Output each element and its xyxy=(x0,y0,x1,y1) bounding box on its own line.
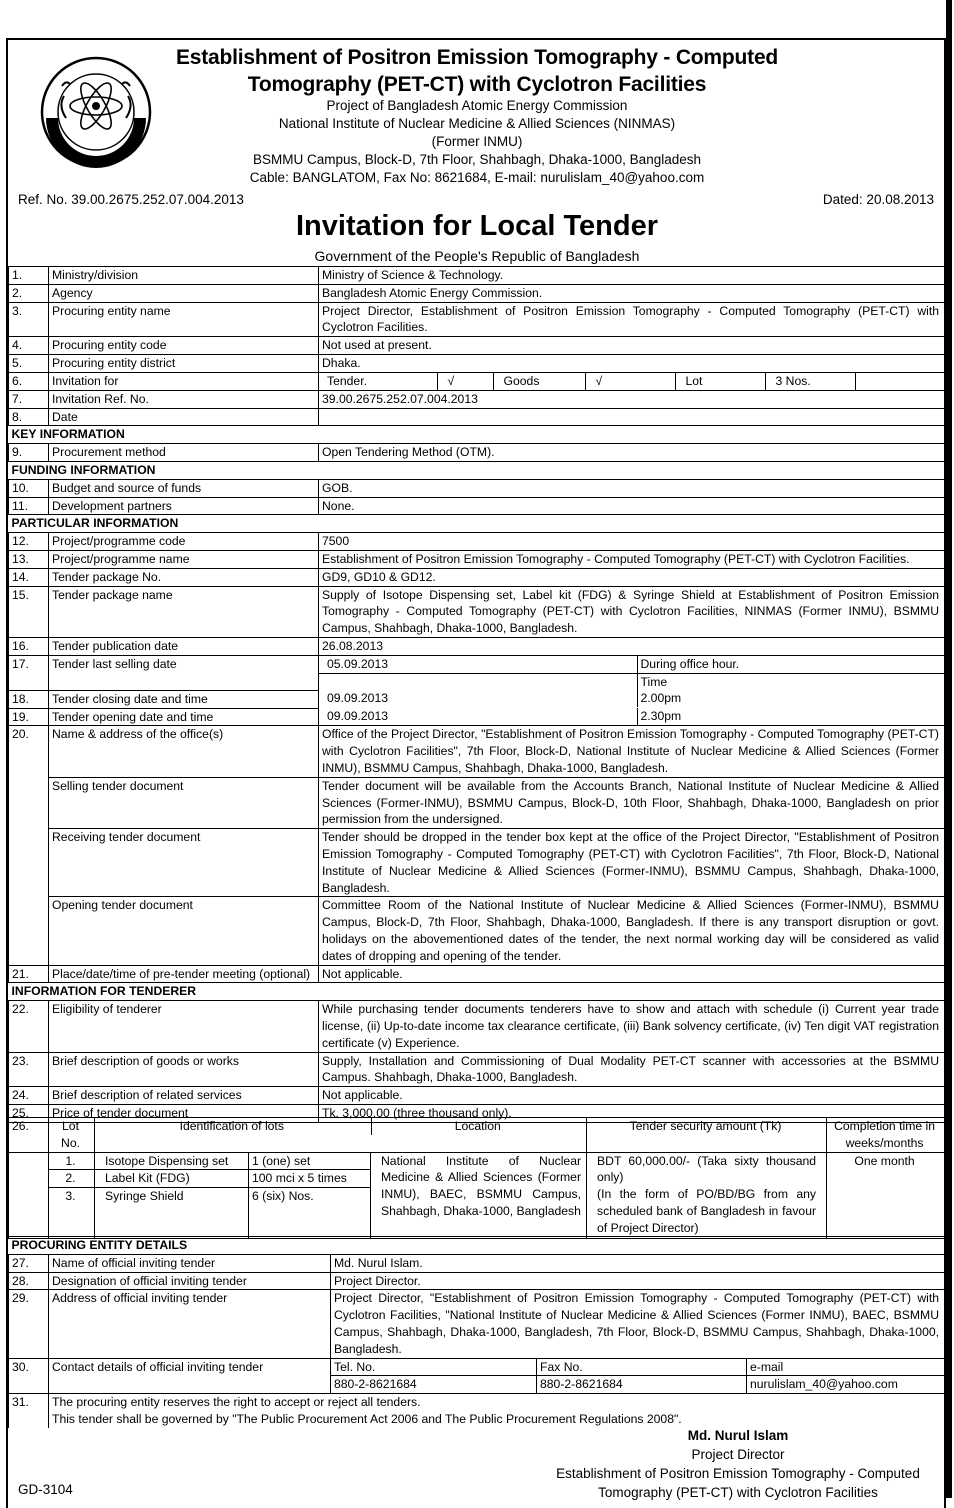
row-label: Tender package No. xyxy=(49,568,319,586)
last-selling-date: 05.09.2013 xyxy=(319,656,637,673)
lots-header-middle xyxy=(95,1118,587,1153)
title-line-2: Tomography (PET-CT) with Cyclotron Facilities xyxy=(247,73,707,96)
row-value: 7500 xyxy=(319,533,945,551)
address-line: BSMMU Campus, Block-D, 7th Floor, Shahbagh, Dhaka-1000, Bangladesh xyxy=(253,152,701,167)
row-label: Tender opening date and time xyxy=(49,708,319,726)
row-value: Project Director, "Establishment of Positron Emission Tomography - Computed Tomography (PET-CT) with Cyclotron Facilities, "National Institute of Nuclear Medicine & Allied Sciences (Former INMU), BAEC, BSMMU Campus, Shahbagh, Dhaka-1000, Bangladesh, 7th Floor, Block-D, BSMMU Campus, Shahbagh, Dhaka-1000, Bangladesh. xyxy=(331,1290,945,1358)
table-row xyxy=(9,1394,945,1428)
row-label: Tender closing date and time xyxy=(49,690,319,708)
lot-name: Syringe Shield xyxy=(95,1188,249,1239)
table-row xyxy=(9,690,945,708)
lot-quantity: 6 (six) Nos. xyxy=(249,1188,371,1239)
row-number: 6. xyxy=(9,372,49,390)
date-time-row xyxy=(319,656,945,673)
row-number: 15. xyxy=(9,586,49,637)
table-row xyxy=(9,726,945,777)
footer-code: GD-3104 xyxy=(18,1482,73,1497)
row-number: 16. xyxy=(9,637,49,655)
table-row xyxy=(9,637,945,655)
row-number: 14. xyxy=(9,568,49,586)
row-label: Receiving tender document xyxy=(49,829,319,897)
row-number: 12. xyxy=(9,533,49,551)
table-row xyxy=(9,550,945,568)
row-value: Tender document will be available from the Accounts Branch, National Institute of Nuclear Medicine & Allied Sciences (Former-INMU), BSMMU Campus, Block-D, 10th Floor, Shahbagh, Dhaka-1000, Bangladesh on prior permission from the undersigned. xyxy=(319,777,945,828)
date-time-grid xyxy=(319,656,945,691)
row-number: 17. xyxy=(9,655,49,690)
table-row xyxy=(9,337,945,355)
row-label: Tender last selling date xyxy=(49,655,319,690)
table-row xyxy=(9,586,945,637)
row-value: 39.00.2675.252.07.004.2013 xyxy=(319,390,945,408)
date-time-grid xyxy=(319,690,945,707)
table-row xyxy=(9,829,945,897)
signature-block xyxy=(540,1426,936,1502)
table-row xyxy=(9,444,945,462)
date-time-cell xyxy=(319,655,945,690)
row-label: Ministry/division xyxy=(49,267,319,285)
row-number: 29. xyxy=(9,1290,49,1358)
lot-location: National Institute of Nuclear Medicine & Allied Sciences (Former INMU), BAEC, BSMMU Campus, Shahbagh, Dhaka-1000, Bangladesh xyxy=(371,1152,587,1239)
row-value: Office of the Project Director, "Establishment of Positron Emission Tomography - Computed Tomography (PET-CT) with Cyclotron Facilities", 7th Floor, Block-D, National Institute of Nuclear Medicine & Allied Sciences (Former INMU), BSMMU Campus, Shahbagh, Dhaka-1000, Bangladesh. xyxy=(319,726,945,777)
section-header xyxy=(9,461,945,479)
date-time-row xyxy=(319,690,945,707)
row-number: 26. xyxy=(9,1118,49,1153)
row-label: Selling tender document xyxy=(49,777,319,828)
security-amount xyxy=(587,1152,827,1239)
table-row xyxy=(9,1358,945,1376)
table-row xyxy=(9,897,945,965)
row-number: 25. xyxy=(9,1104,49,1122)
row-value: 26.08.2013 xyxy=(319,637,945,655)
section-header xyxy=(9,426,945,444)
row-label: Tender package name xyxy=(49,586,319,637)
table-row xyxy=(9,302,945,337)
location-heading: Location xyxy=(454,1119,501,1133)
table-row xyxy=(9,708,945,726)
institute-line: National Institute of Nuclear Medicine & Allied Sciences (NINMAS) xyxy=(278,116,676,131)
row-label: Procuring entity name xyxy=(49,302,319,337)
row-label: Budget and source of funds xyxy=(49,479,319,497)
table-row xyxy=(9,372,945,390)
row-value: Committee Room of the National Institute of Nuclear Medicine & Allied Sciences (Former-INMU), BSMMU Campus, Block-D, 7th Floor, Shahbagh, Dhaka-1000, Bangladesh. If there is any transport disruption or govt. holidays on the abovementioned dates of the tender, the next normal working day will be considered as valid dates of dropping and opening of the tender. xyxy=(319,897,945,965)
row-number: 13. xyxy=(9,550,49,568)
table-row xyxy=(9,479,945,497)
tenderer-information-heading: INFORMATION FOR TENDERER xyxy=(9,983,945,1001)
lot-quantity: 3 Nos. xyxy=(765,373,855,390)
fax-number: 880-2-8621684 xyxy=(537,1376,747,1394)
reference-number: Ref. No. 39.00.2675.252.07.004.2013 xyxy=(18,192,244,207)
lot-number: 3. xyxy=(49,1188,95,1239)
section-header xyxy=(9,1237,945,1255)
government-line: Government of the People's Republic of Bangladesh xyxy=(314,248,640,264)
procuring-entity-heading: PROCURING ENTITY DETAILS xyxy=(9,1237,945,1255)
security-amount-text: BDT 60,000.00/- (Taka sixty thousand only) xyxy=(597,1153,817,1185)
date-time-cell xyxy=(319,690,945,708)
invitation-for-grid xyxy=(319,373,945,390)
row-label: Date xyxy=(49,408,319,426)
table-row xyxy=(9,777,945,828)
section-header xyxy=(9,515,945,533)
particular-information-heading: PARTICULAR INFORMATION xyxy=(9,515,945,533)
row-value: GOB. xyxy=(319,479,945,497)
row-label: Name of official inviting tender xyxy=(49,1254,331,1272)
row-label: Place/date/time of pre-tender meeting (optional) xyxy=(49,965,319,983)
row-label: Agency xyxy=(49,284,319,302)
row-value: Supply, Installation and Commissioning of Dual Modality PET-CT scanner with accessories at the BSMMU Campus. Shahbagh, Dhaka-1000, Bangladesh. xyxy=(319,1052,945,1087)
row-value: None. xyxy=(319,497,945,515)
completion-heading: Completion time in weeks/months xyxy=(827,1118,945,1153)
row-number: 2. xyxy=(9,284,49,302)
table-row xyxy=(9,965,945,983)
row-number: 23. xyxy=(9,1052,49,1087)
row-label: Invitation for xyxy=(49,372,319,390)
row-label: Price of tender document xyxy=(49,1104,319,1122)
row-number: 21. xyxy=(9,965,49,983)
security-heading: Tender security amount (Tk) xyxy=(587,1118,827,1153)
key-information-heading: KEY INFORMATION xyxy=(9,426,945,444)
row-label: Opening tender document xyxy=(49,897,319,965)
empty-cell xyxy=(9,1152,49,1239)
lot-name: Isotope Dispensing set xyxy=(95,1152,249,1170)
closing-time: 2.00pm xyxy=(640,691,682,706)
row-value: Not applicable. xyxy=(319,965,945,983)
row-number: 10. xyxy=(9,479,49,497)
tender-check-icon: √ xyxy=(437,373,493,390)
funding-information-heading: FUNDING INFORMATION xyxy=(9,461,945,479)
lots-header-grid xyxy=(95,1118,586,1135)
row-label: Eligibility of tenderer xyxy=(49,1001,319,1052)
lots-table xyxy=(8,1117,945,1239)
lot-number: 1. xyxy=(49,1152,95,1170)
lot-row xyxy=(9,1152,945,1170)
row-value: Supply of Isotope Dispensing set, Label kit (FDG) & Syringe Shield at Establishment of Positron Emission Tomography - Computed Tomography (PET-CT) with Cyclotron Facilities, NINMAS (Former INMU), BSMMU Campus, Shahbagh, Dhaka-1000, Bangladesh. xyxy=(319,586,945,637)
opening-date: 09.09.2013 xyxy=(319,708,637,725)
row-number: 3. xyxy=(9,302,49,337)
date-time-grid xyxy=(319,708,945,725)
table-row xyxy=(9,1052,945,1087)
contact-line: Cable: BANGLATOM, Fax No: 8621684, E-mail: nurulislam_40@yahoo.com xyxy=(249,170,705,185)
row-value: While purchasing tender documents tenderers have to show and attach with schedule (i) Current year trade license, (ii) Up-to-date income tax clearance certificate, (iii) Bank solvency certificate, (iv) Ten digit VAT registration certificate (v) Experience. xyxy=(319,1001,945,1052)
document-title xyxy=(0,44,954,98)
identification-heading: Identification of lots xyxy=(95,1118,371,1135)
title-line-1: Establishment of Positron Emission Tomography - Computed xyxy=(175,46,779,69)
opening-time: 2.30pm xyxy=(640,709,682,724)
row-number: 28. xyxy=(9,1272,49,1290)
row-label: Brief description of goods or works xyxy=(49,1052,319,1087)
row-value: Dhaka. xyxy=(319,354,945,372)
table-row xyxy=(9,1290,945,1358)
lot-number: 2. xyxy=(49,1170,95,1188)
date-time-row xyxy=(319,708,945,725)
table-row xyxy=(9,284,945,302)
date-time-row xyxy=(319,673,945,690)
empty-cell xyxy=(319,673,637,690)
tel-label: Tel. No. xyxy=(331,1358,537,1376)
table-row xyxy=(9,354,945,372)
row-label: Project/programme name xyxy=(49,550,319,568)
row-label: Project/programme code xyxy=(49,533,319,551)
row-number: 18. xyxy=(9,690,49,708)
signatory-project-line-1: Establishment of Positron Emission Tomography - Computed xyxy=(556,1466,920,1481)
date-time-cell xyxy=(319,708,945,726)
goods-option: Goods xyxy=(493,373,585,390)
row-label: Brief description of related services xyxy=(49,1087,319,1105)
signatory-title: Project Director xyxy=(691,1447,785,1462)
row-value: Project Director. xyxy=(331,1272,945,1290)
email-label: e-mail xyxy=(747,1358,945,1376)
empty-cell xyxy=(855,373,945,390)
lot-quantity: 100 mci x 5 times xyxy=(249,1170,371,1188)
section-header xyxy=(9,983,945,1001)
row-number: 9. xyxy=(9,444,49,462)
row-number: 1. xyxy=(9,267,49,285)
row-label: Tender publication date xyxy=(49,637,319,655)
project-line: Project of Bangladesh Atomic Energy Commission xyxy=(326,98,628,113)
row-value xyxy=(49,1394,945,1428)
row-number: 19. xyxy=(9,708,49,726)
invitation-title: Invitation for Local Tender xyxy=(296,210,658,242)
email-address: nurulislam_40@yahoo.com xyxy=(747,1376,945,1394)
row-label: Contact details of official inviting tender xyxy=(49,1358,331,1394)
row-number: 20. xyxy=(9,726,49,965)
lots-header-row xyxy=(9,1118,945,1153)
row-number: 11. xyxy=(9,497,49,515)
row-label: Invitation Ref. No. xyxy=(49,390,319,408)
lot-quantity: 1 (one) set xyxy=(249,1152,371,1170)
table-row xyxy=(9,408,945,426)
time-heading: Time xyxy=(637,673,945,690)
table-row xyxy=(9,390,945,408)
invitation-for-row xyxy=(319,373,945,390)
row-label: Designation of official inviting tender xyxy=(49,1272,331,1290)
former-line: (Former INMU) xyxy=(431,134,523,149)
row-number: 22. xyxy=(9,1001,49,1052)
table-row xyxy=(9,1087,945,1105)
row-label: Procurement method xyxy=(49,444,319,462)
row-number: 30. xyxy=(9,1358,49,1394)
row-value: Ministry of Science & Technology. xyxy=(319,267,945,285)
fax-label: Fax No. xyxy=(537,1358,747,1376)
procuring-entity-table xyxy=(8,1236,945,1428)
closing-date: 09.09.2013 xyxy=(319,690,637,707)
reserve-right-text: The procuring entity reserves the right to accept or reject all tenders. xyxy=(52,1395,421,1410)
tender-option: Tender. xyxy=(319,373,437,390)
selling-time: During office hour. xyxy=(637,656,945,673)
table-row xyxy=(9,655,945,690)
row-number: 24. xyxy=(9,1087,49,1105)
row-value: Bangladesh Atomic Energy Commission. xyxy=(319,284,945,302)
row-number: 7. xyxy=(9,390,49,408)
lots-header-inner-row xyxy=(95,1118,586,1135)
row-label: Procuring entity district xyxy=(49,354,319,372)
row-value xyxy=(319,408,945,426)
row-label: Address of official inviting tender xyxy=(49,1290,331,1358)
row-number: 31. xyxy=(9,1394,49,1428)
row-value: Tender should be dropped in the tender box kept at the office of the Project Director, "Establishment of Positron Emission Tomography - Computed Tomography (PET-CT) with Cyclotron Facilities", 7th Floor, Block-D, National Institute of Nuclear Medicine & Allied Sciences (Former-INMU), BSMMU Campus, Shahbagh, Dhaka-1000, Bangladesh. xyxy=(319,829,945,897)
row-label: Development partners xyxy=(49,497,319,515)
row-number: 4. xyxy=(9,337,49,355)
lot-name: Label Kit (FDG) xyxy=(95,1170,249,1188)
row-value: Tk. 3,000.00 (three thousand only). xyxy=(319,1104,945,1122)
row-value: Open Tendering Method (OTM). xyxy=(319,444,945,462)
tender-info-table xyxy=(8,266,945,1123)
table-row xyxy=(9,1001,945,1052)
signatory-project-line-2: Tomography (PET-CT) with Cyclotron Facilities xyxy=(598,1485,878,1500)
row-value: Not applicable. xyxy=(319,1087,945,1105)
signatory-name: Md. Nurul Islam xyxy=(687,1428,789,1443)
tel-number: 880-2-8621684 xyxy=(331,1376,537,1394)
lot-no-heading: Lot No. xyxy=(49,1118,95,1153)
table-row xyxy=(9,533,945,551)
row-number: 27. xyxy=(9,1254,49,1272)
row-number: 5. xyxy=(9,354,49,372)
row-value: Project Director, Establishment of Positron Emission Tomography - Computed Tomography (PET-CT) with Cyclotron Facilities. xyxy=(319,302,945,337)
invitation-for-cell xyxy=(319,372,945,390)
row-value: Md. Nurul Islam. xyxy=(331,1254,945,1272)
row-value: Establishment of Positron Emission Tomography - Computed Tomography (PET-CT) with Cyclotron Facilities. xyxy=(319,550,945,568)
dated: Dated: 20.08.2013 xyxy=(822,192,934,207)
table-row xyxy=(9,497,945,515)
table-row xyxy=(9,1272,945,1290)
header-subtitle xyxy=(0,97,954,187)
governing-law-text: This tender shall be governed by "The Public Procurement Act 2006 and The Public Procurement Regulations 2008". xyxy=(52,1411,682,1426)
table-row xyxy=(9,1254,945,1272)
row-value: GD9, GD10 & GD12. xyxy=(319,568,945,586)
lot-option: Lot xyxy=(675,373,765,390)
row-value: Not used at present. xyxy=(319,337,945,355)
row-label: Name & address of the office(s) xyxy=(49,726,319,777)
row-label: Procuring entity code xyxy=(49,337,319,355)
completion-time: One month xyxy=(827,1152,945,1239)
table-row xyxy=(9,568,945,586)
security-form-text: (In the form of PO/BD/BG from any scheduled bank of Bangladesh in favour of Project Director) xyxy=(597,1187,817,1235)
row-number: 8. xyxy=(9,408,49,426)
table-row xyxy=(9,267,945,285)
goods-check-icon: √ xyxy=(585,373,675,390)
